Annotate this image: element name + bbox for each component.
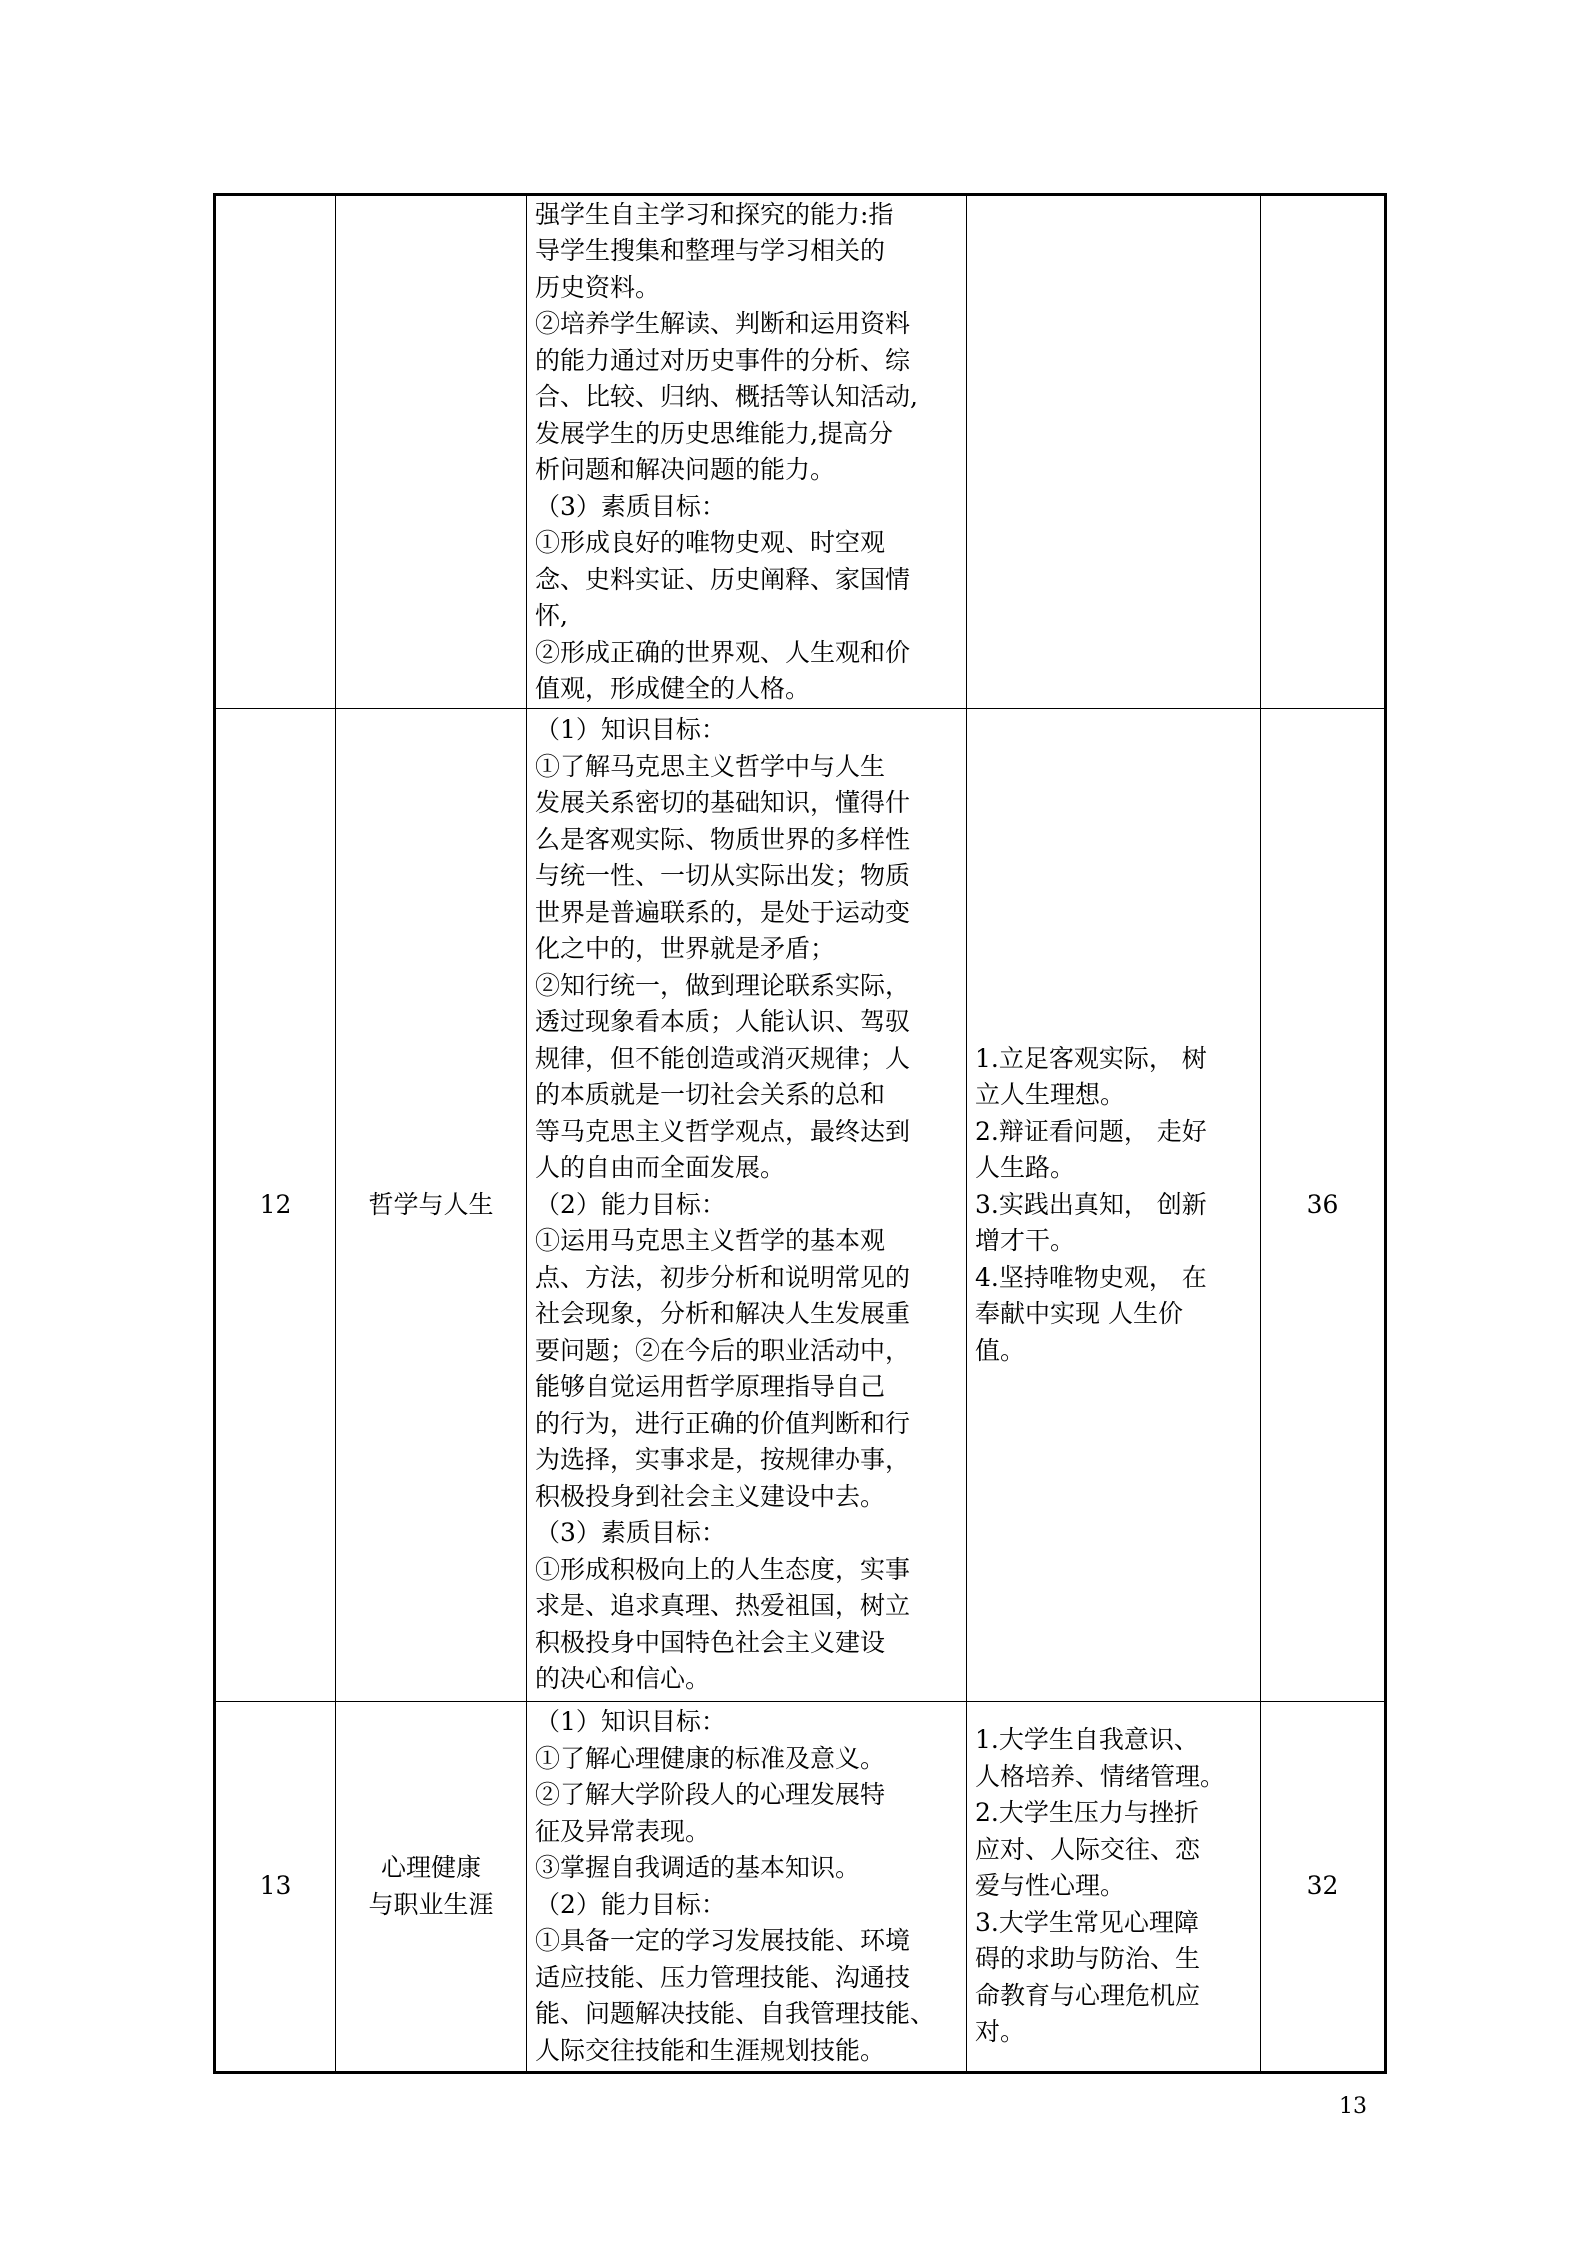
objective-line: 合、比较、归纳、概括等认知活动, [535,382,918,411]
objective-line: 积极投身到社会主义建设中去。 [535,1481,886,1511]
objective-line: （2）能力目标： [535,1189,726,1219]
objective-line: 的本质就是一切社会关系的总和 [535,1080,886,1110]
course-hours: 36 [1261,709,1386,1702]
objective-line: 强学生自主学习和探究的能力:指 [535,199,894,229]
curriculum-table [213,193,1387,2074]
objective-line: 点、方法，初步分析和说明常见的 [535,1262,911,1292]
objective-line: 透过现象看本质；人能认识、驾驭 [535,1007,911,1037]
objective-line: （1）知识目标： [535,1707,726,1736]
objective-line: ②形成正确的世界观、人生观和价 [535,637,911,667]
objective-line: 为选择，实事求是，按规律办事， [535,1445,911,1475]
course-name [336,195,527,709]
objective-line: 导学生搜集和整理与学习相关的 [535,236,886,265]
objective-line: 适应技能、压力管理技能、沟通技 [535,1962,911,1992]
page-number: 13 [1339,2094,1367,2119]
content-line: 碍的求助与防治、生 [975,1944,1201,1974]
course-hours [1261,195,1386,709]
objective-line: 能够自觉运用哲学原理指导自己 [535,1372,886,1402]
objective-line: 的决心和信心。 [535,1664,711,1694]
content-line: 爱与性心理。 [975,1871,1126,1901]
objective-line: 与统一性、一切从实际出发；物质 [535,861,911,891]
objective-line: （2）能力目标： [535,1889,726,1919]
objective-line: 世界是普遍联系的，是处于运动变 [535,897,911,927]
course-content [967,1702,1261,2073]
objective-line: 能、问题解决技能、自我管理技能、 [535,1999,936,2028]
objective-line: 化之中的，世界就是矛盾； [535,934,836,964]
content-line: 立人生理想。 [975,1080,1126,1110]
objective-line: 积极投身中国特色社会主义建设 [535,1627,886,1657]
objective-line: ①了解马克思主义哲学中与人生 [535,751,886,781]
course-name [336,1702,527,2073]
objective-line: ②培养学生解读、判断和运用资料 [535,309,911,338]
objective-line: （3）素质目标： [535,1518,726,1548]
objective-line: （1）知识目标： [535,715,726,745]
content-line: 应对、人际交往、恋 [975,1834,1201,1864]
content-line: 1.大学生自我意识、 [975,1725,1199,1755]
objective-line: 发展学生的历史思维能力,提高分 [535,418,893,448]
course-content [967,195,1261,709]
objective-line: ②知行统一，做到理论联系实际， [535,970,911,1000]
course-content [967,709,1261,1702]
course-number: 13 [215,1702,336,2073]
content-line: 奉献中实现 人生价 [975,1299,1183,1329]
objective-line: 人的自由而全面发展。 [535,1153,786,1183]
content-line: 4.坚持唯物史观， 在 [975,1262,1207,1292]
course-name-line: 心理健康 [380,1853,481,1882]
objective-line: ②了解大学阶段人的心理发展特 [535,1780,886,1809]
objective-line: 的行为，进行正确的价值判断和行 [535,1408,911,1438]
content-line: 对。 [975,2017,1026,2047]
objective-line: ①具备一定的学习发展技能、环境 [535,1926,911,1955]
objective-line: 析问题和解决问题的能力。 [535,455,836,484]
content-line: 3.实践出真知， 创新 [975,1189,1207,1219]
objective-line: 的能力通过对历史事件的分析、综 [535,345,911,375]
content-line: 2.辩证看问题， 走好 [975,1116,1207,1146]
table-row [215,1702,1386,2073]
objective-line: ③掌握自我调适的基本知识。 [535,1853,861,1882]
objective-line: 人际交往技能和生涯规划技能。 [535,2035,886,2065]
objective-line: 社会现象，分析和解决人生发展重 [535,1299,911,1329]
objective-line: 发展关系密切的基础知识，懂得什 [535,788,911,818]
content-line: 2.大学生压力与挫折 [975,1798,1199,1828]
objective-line: 求是、追求真理、热爱祖国，树立 [535,1591,911,1621]
objective-line: 么是客观实际、物质世界的多样性 [535,824,911,854]
objective-line: 怀, [535,601,568,630]
course-hours: 32 [1261,1702,1386,2073]
objective-line: 规律，但不能创造或消灭规律；人 [535,1043,911,1073]
objective-line: 值观，形成健全的人格。 [535,674,811,703]
content-line: 增才干。 [975,1226,1076,1256]
course-number [215,195,336,709]
content-line: 1.立足客观实际， 树 [975,1043,1207,1073]
objective-line: ①形成积极向上的人生态度，实事 [535,1554,911,1584]
objective-line: （3）素质目标： [535,491,726,521]
objective-line: 念、史料实证、历史阐释、家国情 [535,564,911,594]
course-name-line: 与职业生涯 [368,1889,494,1919]
content-line: 命教育与心理危机应 [975,1980,1201,2010]
objective-line: 历史资料。 [535,272,661,302]
course-number: 12 [215,709,336,1702]
content-line: 值。 [975,1335,1026,1365]
table-row [215,709,1386,1702]
course-objectives [527,1702,967,2073]
objective-line: ①形成良好的唯物史观、时空观 [535,528,886,557]
course-name [336,709,527,1702]
course-name-line: 哲学与人生 [368,1189,494,1219]
objective-line: 等马克思主义哲学观点，最终达到 [535,1116,911,1146]
course-objectives [527,709,967,1702]
objective-line: ①了解心理健康的标准及意义。 [535,1743,886,1773]
objective-line: 要问题；②在今后的职业活动中， [535,1335,911,1365]
objective-line: 征及异常表现。 [535,1816,711,1846]
content-line: 人生路。 [975,1153,1076,1183]
objective-line: ①运用马克思主义哲学的基本观 [535,1226,886,1256]
course-objectives [527,195,967,709]
content-line: 3.大学生常见心理障 [975,1907,1199,1937]
table-row [215,195,1386,709]
content-line: 人格培养、情绪管理。 [975,1761,1226,1791]
